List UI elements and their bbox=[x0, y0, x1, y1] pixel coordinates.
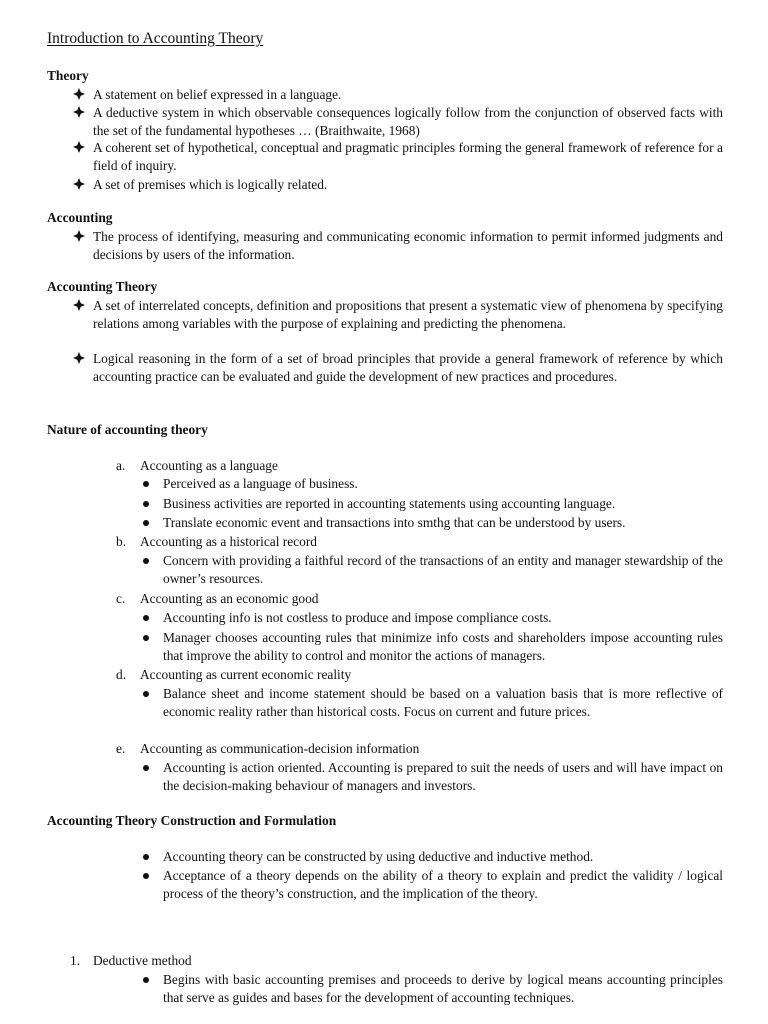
construction-item: Accounting theory can be constructed by using deductive and inductive method. bbox=[163, 849, 594, 864]
heading-nature: Nature of accounting theory bbox=[47, 422, 208, 437]
theory-item: A statement on belief expressed in a language. bbox=[93, 87, 342, 102]
theory-item: A coherent set of hypothetical, conceptual and pragmatic principles forming the general framework of reference for a field of inquiry. bbox=[93, 140, 723, 173]
diamond-bullet-icon bbox=[72, 229, 86, 243]
bullet-icon bbox=[143, 501, 149, 507]
nature-section-label: Accounting as communication-decision information bbox=[140, 741, 420, 756]
nature-section-label: Accounting as an economic good bbox=[140, 591, 319, 606]
nature-item: Translate economic event and transactions into smthg that can be understood by users. bbox=[163, 515, 626, 530]
document-title: Introduction to Accounting Theory bbox=[47, 30, 264, 47]
heading-construction: Accounting Theory Construction and Formulation bbox=[47, 813, 337, 828]
bullet-icon bbox=[143, 854, 149, 860]
nature-section-label: Accounting as current economic reality bbox=[140, 667, 352, 682]
list-marker: e. bbox=[116, 741, 126, 756]
heading-accounting-theory: Accounting Theory bbox=[47, 279, 158, 294]
list-marker: 1. bbox=[70, 953, 81, 968]
nature-section-label: Accounting as a language bbox=[140, 458, 278, 473]
nature-section-label: Accounting as a historical record bbox=[140, 534, 317, 549]
bullet-icon bbox=[143, 691, 149, 697]
list-marker: c. bbox=[116, 591, 126, 606]
nature-item: Concern with providing a faithful record of the transactions of an entity and manager stewardship of the owner’s resources. bbox=[163, 553, 723, 586]
nature-item: Balance sheet and income statement should be based on a valuation basis that is more reflective of economic reality rather than historical costs. Focus on current and future prices. bbox=[163, 686, 723, 719]
list-marker: b. bbox=[116, 534, 127, 549]
bullet-icon bbox=[143, 481, 149, 487]
theory-item: A deductive system in which observable consequences logically follow from the conjunction of observed facts with the set of the fundamental hypotheses … (Braithwaite, 1968) bbox=[93, 105, 723, 138]
list-marker: a. bbox=[116, 458, 126, 473]
nature-item: Manager chooses accounting rules that minimize info costs and shareholders impose accounting rules that improve the ability to control and monitor the actions of managers. bbox=[163, 630, 723, 663]
nature-item: Perceived as a language of business. bbox=[163, 476, 358, 491]
diamond-bullet-icon bbox=[72, 298, 86, 312]
bullet-icon bbox=[143, 520, 149, 526]
accounting-item: The process of identifying, measuring and communicating economic information to permit informed judgments and decisions by users of the information. bbox=[93, 229, 723, 262]
bullet-icon bbox=[143, 635, 149, 641]
diamond-bullet-icon bbox=[72, 105, 86, 119]
nature-item: Accounting is action oriented. Accounting is prepared to suit the needs of users and will have impact on the decision-making behaviour of managers and investors. bbox=[163, 760, 723, 793]
method-label: Deductive method bbox=[93, 953, 192, 968]
nature-item: Business activities are reported in accounting statements using accounting language. bbox=[163, 496, 616, 511]
nature-item: Accounting info is not costless to produce and impose compliance costs. bbox=[163, 610, 552, 625]
bullet-icon bbox=[143, 873, 149, 879]
heading-theory: Theory bbox=[47, 68, 89, 83]
bullet-icon bbox=[143, 977, 149, 983]
heading-accounting: Accounting bbox=[47, 210, 113, 225]
diamond-bullet-icon bbox=[72, 140, 86, 154]
diamond-bullet-icon bbox=[72, 87, 86, 101]
diamond-bullet-icon bbox=[72, 177, 86, 191]
theory-item: A set of premises which is logically related. bbox=[93, 177, 328, 192]
accounting-theory-item: A set of interrelated concepts, definition and propositions that present a systematic view of phenomena by specifying relations among variables with the purpose of explaining and predicting the phenomena. bbox=[93, 298, 723, 331]
accounting-theory-item: Logical reasoning in the form of a set of broad principles that provide a general framework of reference by which accounting practice can be evaluated and guide the development of new practices and procedures. bbox=[93, 351, 723, 384]
list-marker: d. bbox=[116, 667, 127, 682]
bullet-icon bbox=[143, 558, 149, 564]
diamond-bullet-icon bbox=[72, 351, 86, 365]
method-item: Begins with basic accounting premises and proceeds to derive by logical means accounting principles that serve as guides and bases for the development of accounting techniques. bbox=[163, 972, 723, 1005]
bullet-icon bbox=[143, 615, 149, 621]
bullet-icon bbox=[143, 765, 149, 771]
construction-item: Acceptance of a theory depends on the ability of a theory to explain and predict the validity / logical process of the theory’s construction, and the implication of the theory. bbox=[163, 868, 723, 901]
